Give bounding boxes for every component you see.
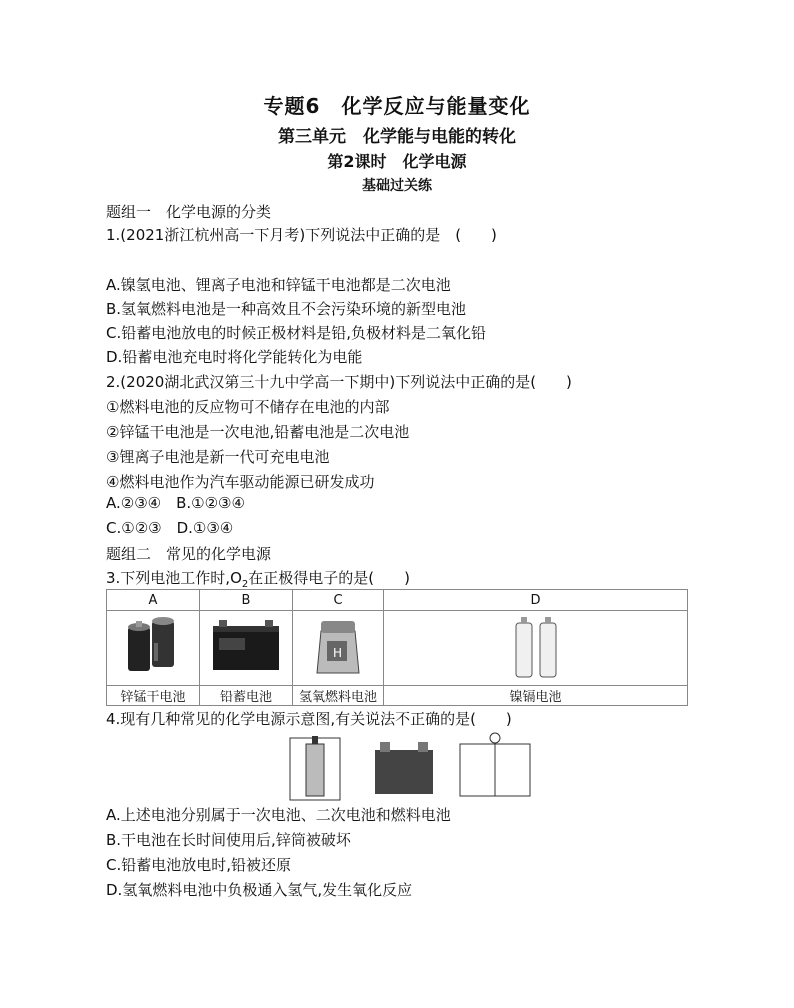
section-title: 基础过关练 xyxy=(362,178,432,194)
q4-option-d: D.氢氧燃料电池中负极通入氢气,发生氧化反应 xyxy=(106,881,413,899)
nickel-cadmium-battery-image xyxy=(384,611,688,686)
lesson-title: 第2课时 化学电源 xyxy=(327,152,467,171)
battery-diagrams xyxy=(280,732,540,806)
q4-stem: 4.现有几种常见的化学电源示意图,有关说法不正确的是( ) xyxy=(106,710,512,728)
hydrogen-oxygen-fuel-cell-image xyxy=(293,611,384,686)
q3-stem-sub: 2 xyxy=(241,579,249,590)
q1-stem: 1.(2021浙江杭州高一下月考)下列说法中正确的是 ( ) xyxy=(106,226,497,244)
q2-statement-4: ④燃料电池作为汽车驱动能源已研发成功 xyxy=(106,473,375,491)
q1-option-d: D.铅蓄电池充电时将化学能转化为电能 xyxy=(106,348,363,366)
q1-option-c: C.铅蓄电池放电的时候正极材料是铅,负极材料是二氧化铅 xyxy=(106,324,487,342)
q2-stem: 2.(2020湖北武汉第三十九中学高一下期中)下列说法中正确的是( ) xyxy=(106,373,572,391)
q3-stem-pre: 3.下列电池工作时,O xyxy=(106,569,242,587)
unit-title: 第三单元 化学能与电能的转化 xyxy=(278,127,516,147)
group1-title: 题组一 化学电源的分类 xyxy=(106,203,272,221)
q4-option-c: C.铅蓄电池放电时,铅被还原 xyxy=(106,856,292,874)
lead-acid-battery-image xyxy=(200,611,293,686)
name-a: 锌锰干电池 xyxy=(107,686,200,706)
header-c: C xyxy=(293,590,384,611)
q1-option-a: A.镍氢电池、锂离子电池和锌锰干电池都是二次电池 xyxy=(106,276,451,294)
name-b: 铅蓄电池 xyxy=(200,686,293,706)
header-d: D xyxy=(384,590,688,611)
q4-option-b: B.干电池在长时间使用后,锌筒被破坏 xyxy=(106,831,351,849)
name-d: 镍镉电池 xyxy=(384,686,688,706)
zinc-manganese-battery-image xyxy=(107,611,200,686)
q4-option-a: A.上述电池分别属于一次电池、二次电池和燃料电池 xyxy=(106,806,451,824)
group2-title: 题组二 常见的化学电源 xyxy=(106,545,272,563)
header-a: A xyxy=(107,590,200,611)
header-b: B xyxy=(200,590,293,611)
q1-option-b: B.氢氧燃料电池是一种高效且不会污染环境的新型电池 xyxy=(106,300,467,318)
q2-options-ab: A.②③④ B.①②③④ xyxy=(106,494,245,512)
q3-stem-post: 在正极得电子的是( ) xyxy=(248,569,410,587)
q2-statement-1: ①燃料电池的反应物可不储存在电池的内部 xyxy=(106,398,390,416)
name-c: 氢氧燃料电池 xyxy=(293,686,384,706)
q2-statement-3: ③锂离子电池是新一代可充电电池 xyxy=(106,448,330,466)
svg-text:H: H xyxy=(333,646,343,660)
q2-statement-2: ②锌锰干电池是一次电池,铅蓄电池是二次电池 xyxy=(106,423,410,441)
chapter-title: 专题6 化学反应与能量变化 xyxy=(263,94,531,118)
q2-options-cd: C.①②③ D.①③④ xyxy=(106,519,234,537)
battery-table xyxy=(106,589,688,706)
